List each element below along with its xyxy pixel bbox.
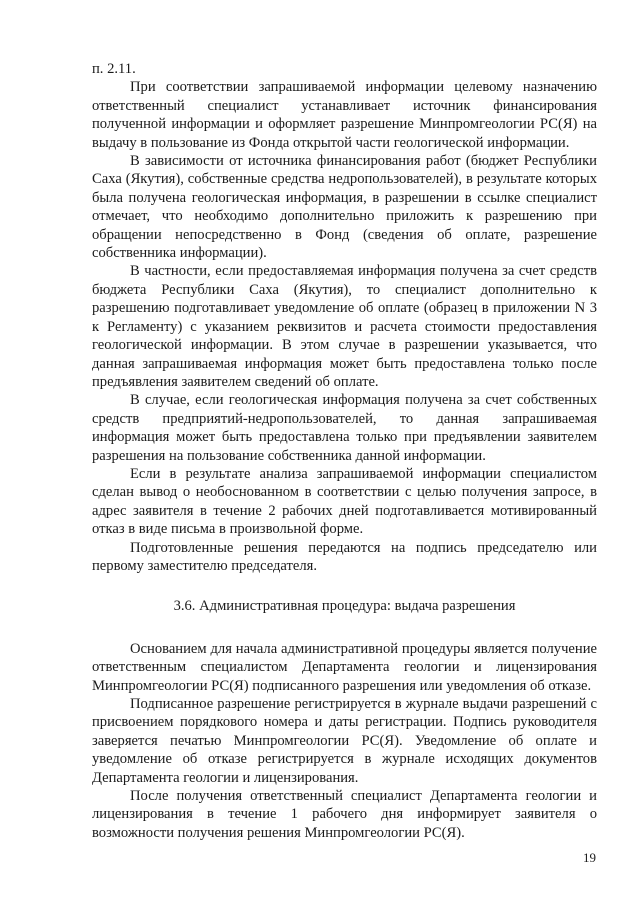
paragraph-own-funds-case: В случае, если геологическая информация получена за счет собственных средств предприятий-недропользователей, то данная запрашиваемая информация может быть предоставлена только при предъявлении заявителем разрешения на пользование собственника данной информации. xyxy=(92,392,597,464)
paragraph-refusal: Если в результате анализа запрашиваемой информации специалистом сделан вывод о необоснованном в соответствии с целью получения запросе, в адрес заявителя в течение 2 рабочих дней подготавливается мотивированный отказ в виде письма в произвольной форме. xyxy=(92,465,597,538)
paragraph-procedure-basis: Основанием для начала административной процедуры является получение ответственным специалистом Департамента геологии и лицензирования Минпромгеологии РС(Я) подписанного разрешения или уведомления об отказе. xyxy=(92,640,597,694)
paragraph-signature: Подготовленные решения передаются на подпись председателю или первому заместителю председателя. xyxy=(92,539,597,574)
paragraph-funding-source: При соответствии запрашиваемой информации целевому назначению ответственный специалист устанавливает источник финансирования полученной информации и оформляет разрешение Минпромгеологии РС(Я) на выдачу в пользование из Фонда открытой части геологической информации. xyxy=(92,79,597,151)
paragraph-funding-dependency: В зависимости от источника финансирования работ (бюджет Республики Саха (Якутия), собственные средства недропользователей), в результате которых была получена геологическая информация, в разрешении в ссылке специалист отмечает, что необходимо дополнительно приложить к разрешению при обращении непосредственно в Фонд (сведения об оплате, разрешение собственника информации). xyxy=(92,153,597,262)
section-heading: 3.6. Административная процедура: выдача разрешения xyxy=(173,598,516,615)
paragraph-registration: Подписанное разрешение регистрируется в журнале выдачи разрешений с присвоением порядкового номера и даты регистрации. Подпись руководителя заверяется печатью Минпромгеологии РС(Я). Уведомление об оплате и уведомление об отказе регистрируется в журнале исходящих документов Департамента геологии и лицензирования. xyxy=(92,696,597,786)
page-number: 19 xyxy=(583,850,596,865)
document-page xyxy=(92,60,597,842)
section-reference: п. 2.11. xyxy=(92,61,136,77)
paragraph-budget-case: В частности, если предоставляемая информация получена за счет средств бюджета Республики Саха (Якутия), то специалист дополнительно к разрешению подготавливает уведомление об оплате (образец в приложении N 3 к Регламенту) с указанием реквизитов и расчета стоимости предоставления геологической информации. В этом случае в разрешении указывается, что данная запрашиваемая информация может быть предоставлена только после предъявления заявителем сведений об оплате. xyxy=(92,263,597,390)
paragraph-notification: После получения ответственный специалист Департамента геологии и лицензирования в течение 1 рабочего дня информирует заявителя о возможности получения решения Минпромгеологии РС(Я). xyxy=(92,788,597,841)
